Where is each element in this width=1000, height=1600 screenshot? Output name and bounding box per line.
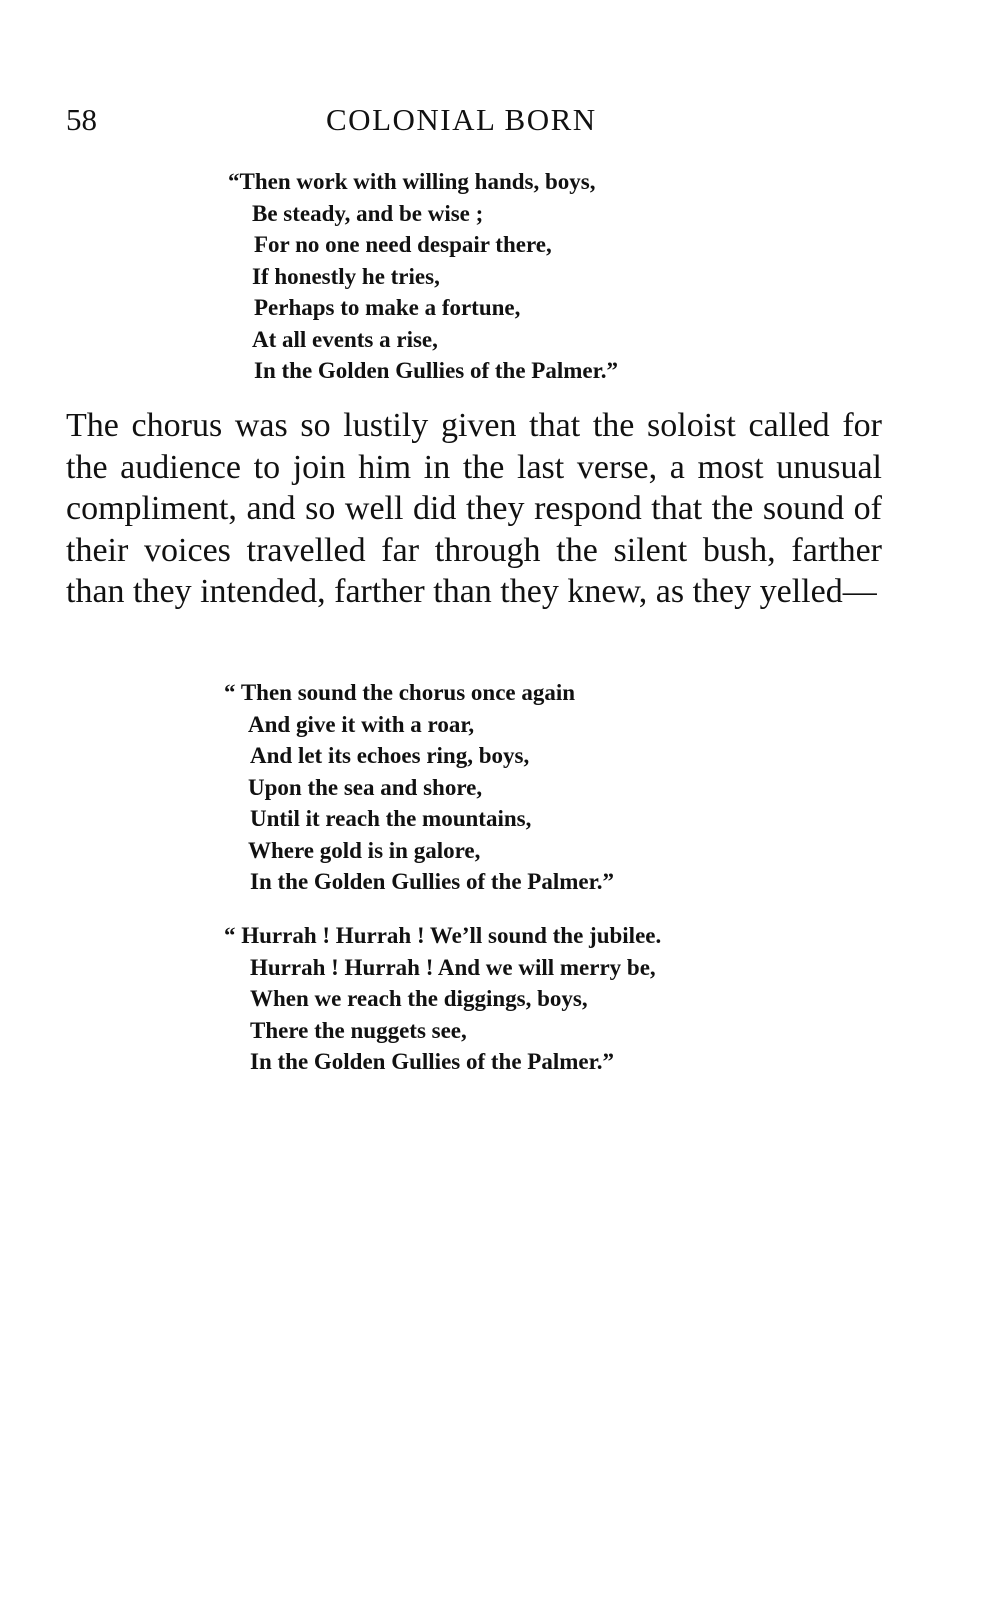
verse-line: And give it with a roar, xyxy=(248,711,475,737)
verse-line: “Then work with willing hands, boys, xyxy=(228,169,596,194)
verse-line: If honestly he tries, xyxy=(252,263,440,289)
verse-line: There the nuggets see, xyxy=(250,1017,467,1043)
verse-line: Hurrah ! Hurrah ! And we will merry be, xyxy=(250,954,656,980)
verse-line: At all events a rise, xyxy=(252,326,438,352)
verse-line: When we reach the diggings, boys, xyxy=(250,986,588,1011)
verse-line: Where gold is in galore, xyxy=(248,837,481,863)
verse-line: “ Then sound the chorus once again xyxy=(224,680,576,705)
verse-line: “ Hurrah ! Hurrah ! We’ll sound the jubilee. xyxy=(224,923,662,948)
verse-line: Until it reach the mountains, xyxy=(250,806,532,831)
verse-line: Be steady, and be wise ; xyxy=(252,200,484,226)
verse-block-2 xyxy=(224,677,614,898)
running-title: COLONIAL BORN xyxy=(326,102,597,137)
verse-line: Upon the sea and shore, xyxy=(248,774,483,800)
verse-line: In the Golden Gullies of the Palmer.” xyxy=(250,869,614,894)
verse-line: In the Golden Gullies of the Palmer.” xyxy=(254,358,618,383)
verse-line: And let its echoes ring, boys, xyxy=(250,743,530,768)
verse-line: In the Golden Gullies of the Palmer.” xyxy=(250,1049,614,1074)
page-number: 58 xyxy=(66,102,97,137)
verse-block-1 xyxy=(228,166,618,387)
body-paragraph: The chorus was so lustily given that the soloist called for the audience to join him in the last verse, a most unusual compliment, and so well did they respond that the sound of their voices travelled far through the silent bush, farther than they intended, farther than they knew, as they yelled— xyxy=(66,407,882,610)
verse-line: Perhaps to make a fortune, xyxy=(254,295,521,320)
verse-block-3 xyxy=(224,920,661,1078)
verse-line: For no one need despair there, xyxy=(254,232,552,257)
